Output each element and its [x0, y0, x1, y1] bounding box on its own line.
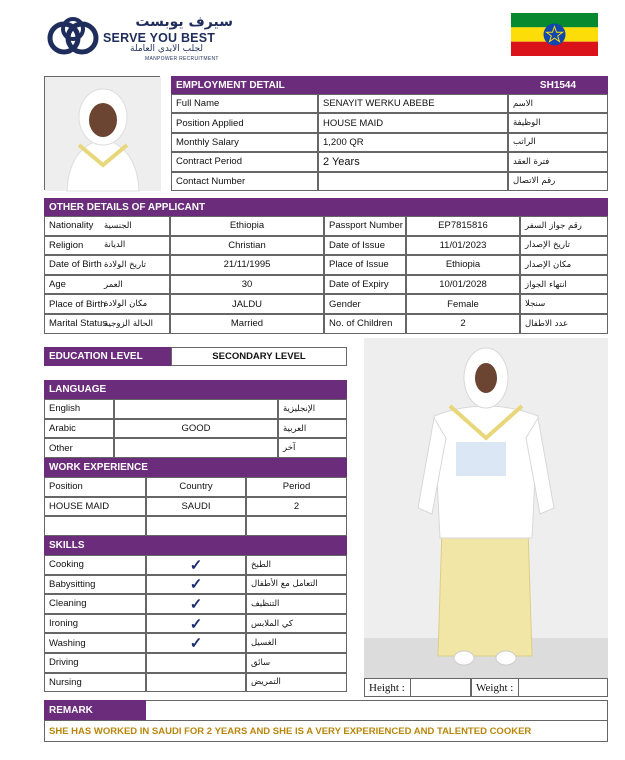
employment-table [171, 94, 608, 191]
detail-value: 30 [170, 275, 324, 295]
column-header-position: Position [44, 477, 146, 497]
column-header-country: Country [146, 477, 246, 497]
detail-label: Date of Expiry [324, 275, 406, 295]
measurements-row [364, 678, 608, 697]
language-name: English [44, 399, 114, 419]
other-details-table [44, 216, 608, 334]
detail-label: Place of Issue [324, 255, 406, 275]
detail-label-arabic: انتهاء الجواز [520, 275, 608, 295]
language-name: Other [44, 438, 114, 458]
detail-label-arabic: مكان الإصدار [520, 255, 608, 275]
employment-label: Contact Number [171, 172, 318, 191]
detail-value: Female [406, 294, 520, 314]
employment-header: EMPLOYMENT DETAIL [171, 76, 508, 94]
detail-value: Married [170, 314, 324, 334]
brand-tagline: MANPOWER RECRUITMENT [145, 56, 219, 62]
detail-value: Ethiopia [406, 255, 520, 275]
skill-name-arabic: سائق [246, 653, 347, 673]
employment-label: Monthly Salary [171, 133, 318, 152]
employment-label-arabic: الاسم [508, 94, 608, 113]
remark-header-spacer [146, 700, 608, 720]
detail-label-arabic: الجنسية [100, 216, 170, 236]
weight-label: Weight : [471, 678, 518, 697]
employment-value: SENAYIT WERKU ABEBE [318, 94, 508, 113]
brand-name-arabic: سيرف يوبست [135, 14, 233, 30]
language-table [44, 399, 347, 458]
skills-header: SKILLS [44, 536, 347, 555]
employment-value: HOUSE MAID [318, 113, 508, 132]
checkmark-icon: ✓ [146, 555, 246, 575]
detail-label-arabic: الديانة [100, 236, 170, 256]
employment-label: Contract Period [171, 152, 318, 171]
language-name-arabic: آخر [278, 438, 347, 458]
detail-label: Marital Status [44, 314, 100, 334]
other-details-header: OTHER DETAILS OF APPLICANT [44, 198, 608, 216]
detail-label-arabic: تاريخ الولادة [100, 255, 170, 275]
language-level [114, 399, 278, 419]
column-header-period: Period [246, 477, 347, 497]
work-period [246, 516, 347, 536]
checkmark-icon: ✓ [146, 575, 246, 595]
education-label: EDUCATION LEVEL [44, 347, 171, 366]
applicant-full-photo [364, 338, 608, 678]
skill-name: Ironing [44, 614, 146, 634]
employment-value: 1,200 QR [318, 133, 508, 152]
detail-label: Age [44, 275, 100, 295]
brand-name: SERVE YOU BEST [103, 31, 216, 45]
skill-name-arabic: الطبخ [246, 555, 347, 575]
skill-name: Nursing [44, 673, 146, 693]
detail-label-arabic: عدد الاطفال [520, 314, 608, 334]
education-value: SECONDARY LEVEL [171, 347, 347, 366]
skill-name-arabic: التعامل مع الأطفال [246, 575, 347, 595]
skill-name: Babysitting [44, 575, 146, 595]
detail-value: 21/11/1995 [170, 255, 324, 275]
detail-value: 10/01/2028 [406, 275, 520, 295]
employment-label-arabic: فترة العقد [508, 152, 608, 171]
detail-label-arabic: الحالة الزوجية [100, 314, 170, 334]
employment-value [318, 172, 508, 191]
applicant-portrait [44, 76, 160, 190]
detail-label: Religion [44, 236, 100, 256]
work-position [44, 516, 146, 536]
checkmark-icon: ✓ [146, 614, 246, 634]
remark-header: REMARK [44, 700, 146, 720]
detail-value: 11/01/2023 [406, 236, 520, 256]
detail-label-arabic: رقم جواز السفر [520, 216, 608, 236]
detail-label: Date of Issue [324, 236, 406, 256]
employment-label: Position Applied [171, 113, 318, 132]
detail-label-arabic: مكان الولادة [100, 294, 170, 314]
detail-label: No. of Children [324, 314, 406, 334]
ethiopia-flag-icon [511, 13, 598, 56]
reference-code: SH1544 [508, 76, 608, 94]
detail-label-arabic: سنجلا [520, 294, 608, 314]
detail-label: Date of Birth [44, 255, 100, 275]
employment-label-arabic: الراتب [508, 133, 608, 152]
work-experience-header: WORK EXPERIENCE [44, 458, 347, 477]
brand-tagline-arabic: لجلب الايدي العاملة [130, 44, 203, 54]
company-logo [47, 14, 237, 64]
detail-value: JALDU [170, 294, 324, 314]
detail-label: Gender [324, 294, 406, 314]
height-label: Height : [364, 678, 410, 697]
skills-table [44, 555, 347, 692]
detail-value: Christian [170, 236, 324, 256]
language-name-arabic: الإنجليزية [278, 399, 347, 419]
checkmark-icon: ✓ [146, 594, 246, 614]
detail-value: Ethiopia [170, 216, 324, 236]
height-value [410, 678, 471, 697]
skill-name-arabic: التمريض [246, 673, 347, 693]
logo-mark-icon [47, 16, 99, 60]
skill-check-cell [146, 673, 246, 693]
skill-name: Cooking [44, 555, 146, 575]
work-period: 2 [246, 497, 347, 517]
skill-name: Washing [44, 633, 146, 653]
work-position: HOUSE MAID [44, 497, 146, 517]
detail-label-arabic: العمر [100, 275, 170, 295]
language-name-arabic: العربية [278, 419, 347, 439]
skill-check-cell [146, 653, 246, 673]
skill-name-arabic: كي الملابس [246, 614, 347, 634]
detail-value: 2 [406, 314, 520, 334]
employment-label-arabic: رقم الاتصال [508, 172, 608, 191]
skill-name: Driving [44, 653, 146, 673]
checkmark-icon: ✓ [146, 633, 246, 653]
detail-label: Place of Birth [44, 294, 100, 314]
language-level [114, 438, 278, 458]
weight-value [518, 678, 608, 697]
language-level: GOOD [114, 419, 278, 439]
language-header: LANGUAGE [44, 380, 347, 399]
skill-name: Cleaning [44, 594, 146, 614]
detail-label: Passport Number [324, 216, 406, 236]
work-experience-table [44, 477, 347, 536]
skill-name-arabic: التنظيف [246, 594, 347, 614]
employment-label: Full Name [171, 94, 318, 113]
detail-label-arabic: تاريخ الإصدار [520, 236, 608, 256]
work-country: SAUDI [146, 497, 246, 517]
employment-value: 2 Years [318, 152, 508, 171]
detail-label: Nationality [44, 216, 100, 236]
detail-value: EP7815816 [406, 216, 520, 236]
skill-name-arabic: الغسيل [246, 633, 347, 653]
remark-text: SHE HAS WORKED IN SAUDI FOR 2 YEARS AND SHE IS A VERY EXPERIENCED AND TALENTED COOKER [44, 720, 608, 742]
work-country [146, 516, 246, 536]
employment-label-arabic: الوظيفة [508, 113, 608, 132]
language-name: Arabic [44, 419, 114, 439]
